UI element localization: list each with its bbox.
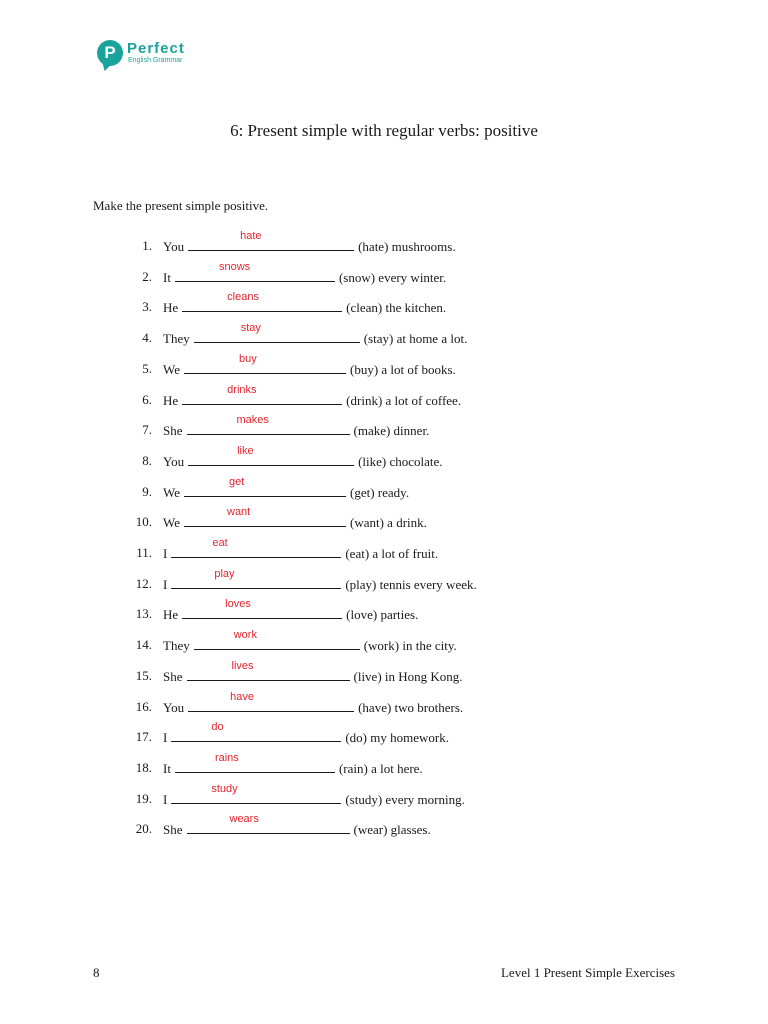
- answer-blank[interactable]: [175, 260, 335, 282]
- exercise-sentence: [163, 537, 439, 564]
- exercise-number: 16.: [135, 698, 152, 714]
- exercise-number: 20.: [135, 821, 152, 837]
- exercise-sentence: [163, 751, 423, 779]
- exercise-subject: She: [163, 668, 183, 684]
- exercise-sentence: [163, 813, 431, 840]
- answer-blank[interactable]: [184, 352, 346, 374]
- exercise-sentence: [163, 598, 419, 625]
- logo-speech-bubble-icon: P: [97, 40, 123, 66]
- filled-answer: stay: [240, 322, 261, 335]
- exercise-subject: They: [163, 638, 190, 654]
- exercise-subject: I: [163, 730, 168, 746]
- answer-blank[interactable]: [187, 659, 350, 681]
- exercise-number: 11.: [136, 545, 152, 560]
- exercise-subject: I: [163, 546, 168, 561]
- answer-blank[interactable]: [187, 813, 350, 834]
- answer-blank[interactable]: [188, 230, 354, 251]
- exercise-subject: You: [163, 239, 185, 254]
- verb-hint: (snow) every winter.: [338, 269, 447, 285]
- filled-answer: wears: [229, 813, 259, 826]
- filled-answer: work: [233, 629, 257, 642]
- filled-answer: cleans: [227, 291, 259, 304]
- exercise-subject: You: [163, 453, 185, 469]
- filled-answer: buy: [239, 352, 257, 365]
- perfect-english-grammar-logo: [97, 40, 197, 70]
- exercise-sentence: [163, 506, 427, 533]
- exercise-subject: She: [163, 423, 183, 439]
- answer-blank[interactable]: [175, 751, 335, 773]
- filled-answer: get: [229, 475, 245, 488]
- answer-blank[interactable]: [194, 322, 360, 343]
- verb-hint: (rain) a lot here.: [338, 760, 423, 776]
- exercise-subject: It: [163, 269, 171, 285]
- exercise-sentence: [163, 629, 457, 656]
- page-title: 6: Present simple with regular verbs: positive: [230, 121, 538, 140]
- exercise-subject: He: [163, 392, 179, 408]
- filled-answer: hate: [240, 230, 262, 242]
- exercise-sentence: [163, 721, 449, 748]
- exercise-sentence: [163, 230, 456, 257]
- exercise-number: 13.: [135, 606, 152, 622]
- exercise-number: 1.: [142, 238, 152, 253]
- exercise-sentence: [163, 352, 456, 380]
- verb-hint: (buy) a lot of books.: [350, 361, 456, 377]
- exercise-number: 18.: [135, 759, 152, 775]
- answer-blank[interactable]: [182, 598, 342, 619]
- exercise-number: 3.: [142, 299, 152, 315]
- verb-hint: (stay) at home a lot.: [363, 331, 468, 347]
- exercise-sentence: [163, 383, 462, 411]
- exercise-sentence: [163, 444, 443, 472]
- verb-hint: (do) my homework.: [345, 730, 449, 746]
- answer-blank[interactable]: [171, 721, 341, 742]
- exercise-number: 7.: [142, 422, 152, 438]
- exercise-subject: He: [163, 300, 179, 316]
- exercise-number: 6.: [142, 391, 152, 407]
- answer-blank[interactable]: [171, 537, 341, 558]
- answer-blank[interactable]: [184, 475, 346, 497]
- verb-hint: (drink) a lot of coffee.: [346, 392, 462, 408]
- footer-label: Level 1 Present Simple Exercises: [500, 965, 675, 980]
- answer-blank[interactable]: [188, 690, 354, 712]
- verb-hint: (get) ready.: [350, 484, 410, 500]
- answer-blank[interactable]: [171, 567, 341, 589]
- page-number: 8: [93, 965, 100, 980]
- exercise-number: 12.: [135, 575, 152, 591]
- filled-answer: loves: [225, 598, 251, 611]
- verb-hint: (work) in the city.: [363, 638, 457, 654]
- filled-answer: have: [230, 690, 254, 703]
- exercise-number: 8.: [142, 452, 152, 468]
- verb-hint: (want) a drink.: [350, 515, 427, 531]
- exercise-number: 17.: [135, 729, 152, 745]
- answer-blank[interactable]: [171, 782, 341, 804]
- exercise-number: 2.: [142, 268, 152, 284]
- filled-answer: lives: [231, 659, 254, 672]
- exercise-sentence: [163, 414, 430, 441]
- answer-blank[interactable]: [188, 444, 354, 466]
- filled-answer: snows: [218, 260, 251, 273]
- verb-hint: (study) every morning.: [345, 791, 465, 807]
- verb-hint: (love) parties.: [346, 607, 419, 623]
- filled-answer: study: [211, 782, 238, 795]
- verb-hint: (eat) a lot of fruit.: [345, 546, 439, 561]
- exercise-number: 15.: [135, 667, 152, 683]
- verb-hint: (wear) glasses.: [353, 822, 431, 838]
- filled-answer: drinks: [227, 383, 257, 396]
- exercise-number: 4.: [142, 330, 152, 346]
- filled-answer: like: [237, 444, 254, 457]
- exercise-subject: We: [163, 484, 180, 500]
- verb-hint: (play) tennis every week.: [345, 576, 477, 592]
- answer-blank[interactable]: [184, 506, 346, 527]
- exercise-subject: They: [163, 331, 190, 347]
- exercise-number: 14.: [135, 637, 152, 653]
- verb-hint: (live) in Hong Kong.: [353, 668, 463, 684]
- exercise-sentence: [163, 322, 468, 349]
- exercise-sentence: [163, 567, 477, 595]
- filled-answer: makes: [236, 414, 269, 427]
- exercise-number: 10.: [135, 514, 152, 530]
- exercise-sentence: [163, 690, 464, 718]
- exercise-subject: I: [163, 791, 168, 807]
- exercise-sentence: [163, 260, 447, 288]
- exercise-subject: It: [163, 760, 171, 776]
- filled-answer: eat: [212, 537, 228, 549]
- exercise-subject: We: [163, 515, 180, 531]
- exercise-subject: He: [163, 607, 179, 623]
- filled-answer: play: [214, 567, 235, 580]
- filled-answer: want: [227, 506, 251, 519]
- verb-hint: (clean) the kitchen.: [346, 300, 447, 316]
- answer-blank[interactable]: [182, 291, 342, 312]
- verb-hint: (have) two brothers.: [358, 699, 464, 715]
- exercise-subject: I: [163, 576, 168, 592]
- verb-hint: (hate) mushrooms.: [358, 239, 456, 254]
- exercise-subject: She: [163, 822, 183, 838]
- verb-hint: (make) dinner.: [353, 423, 430, 439]
- answer-blank[interactable]: [194, 629, 360, 650]
- exercise-subject: You: [163, 699, 185, 715]
- filled-answer: do: [211, 721, 224, 734]
- exercise-sentence: [163, 659, 463, 687]
- exercise-sentence: [163, 782, 465, 810]
- answer-blank[interactable]: [182, 383, 342, 405]
- instruction-text: Make the present simple positive.: [93, 198, 269, 213]
- logo-tagline: English Grammar: [128, 57, 183, 64]
- exercise-sentence: [163, 291, 447, 318]
- answer-blank[interactable]: [187, 414, 350, 435]
- exercise-number: 5.: [142, 360, 152, 376]
- logo-wordmark: Perfect: [127, 40, 185, 57]
- exercise-sentence: [163, 475, 410, 503]
- exercise-number: 9.: [142, 483, 152, 499]
- exercise-number: 19.: [135, 790, 152, 806]
- exercise-subject: We: [163, 361, 180, 377]
- verb-hint: (like) chocolate.: [358, 453, 443, 469]
- filled-answer: rains: [214, 751, 239, 764]
